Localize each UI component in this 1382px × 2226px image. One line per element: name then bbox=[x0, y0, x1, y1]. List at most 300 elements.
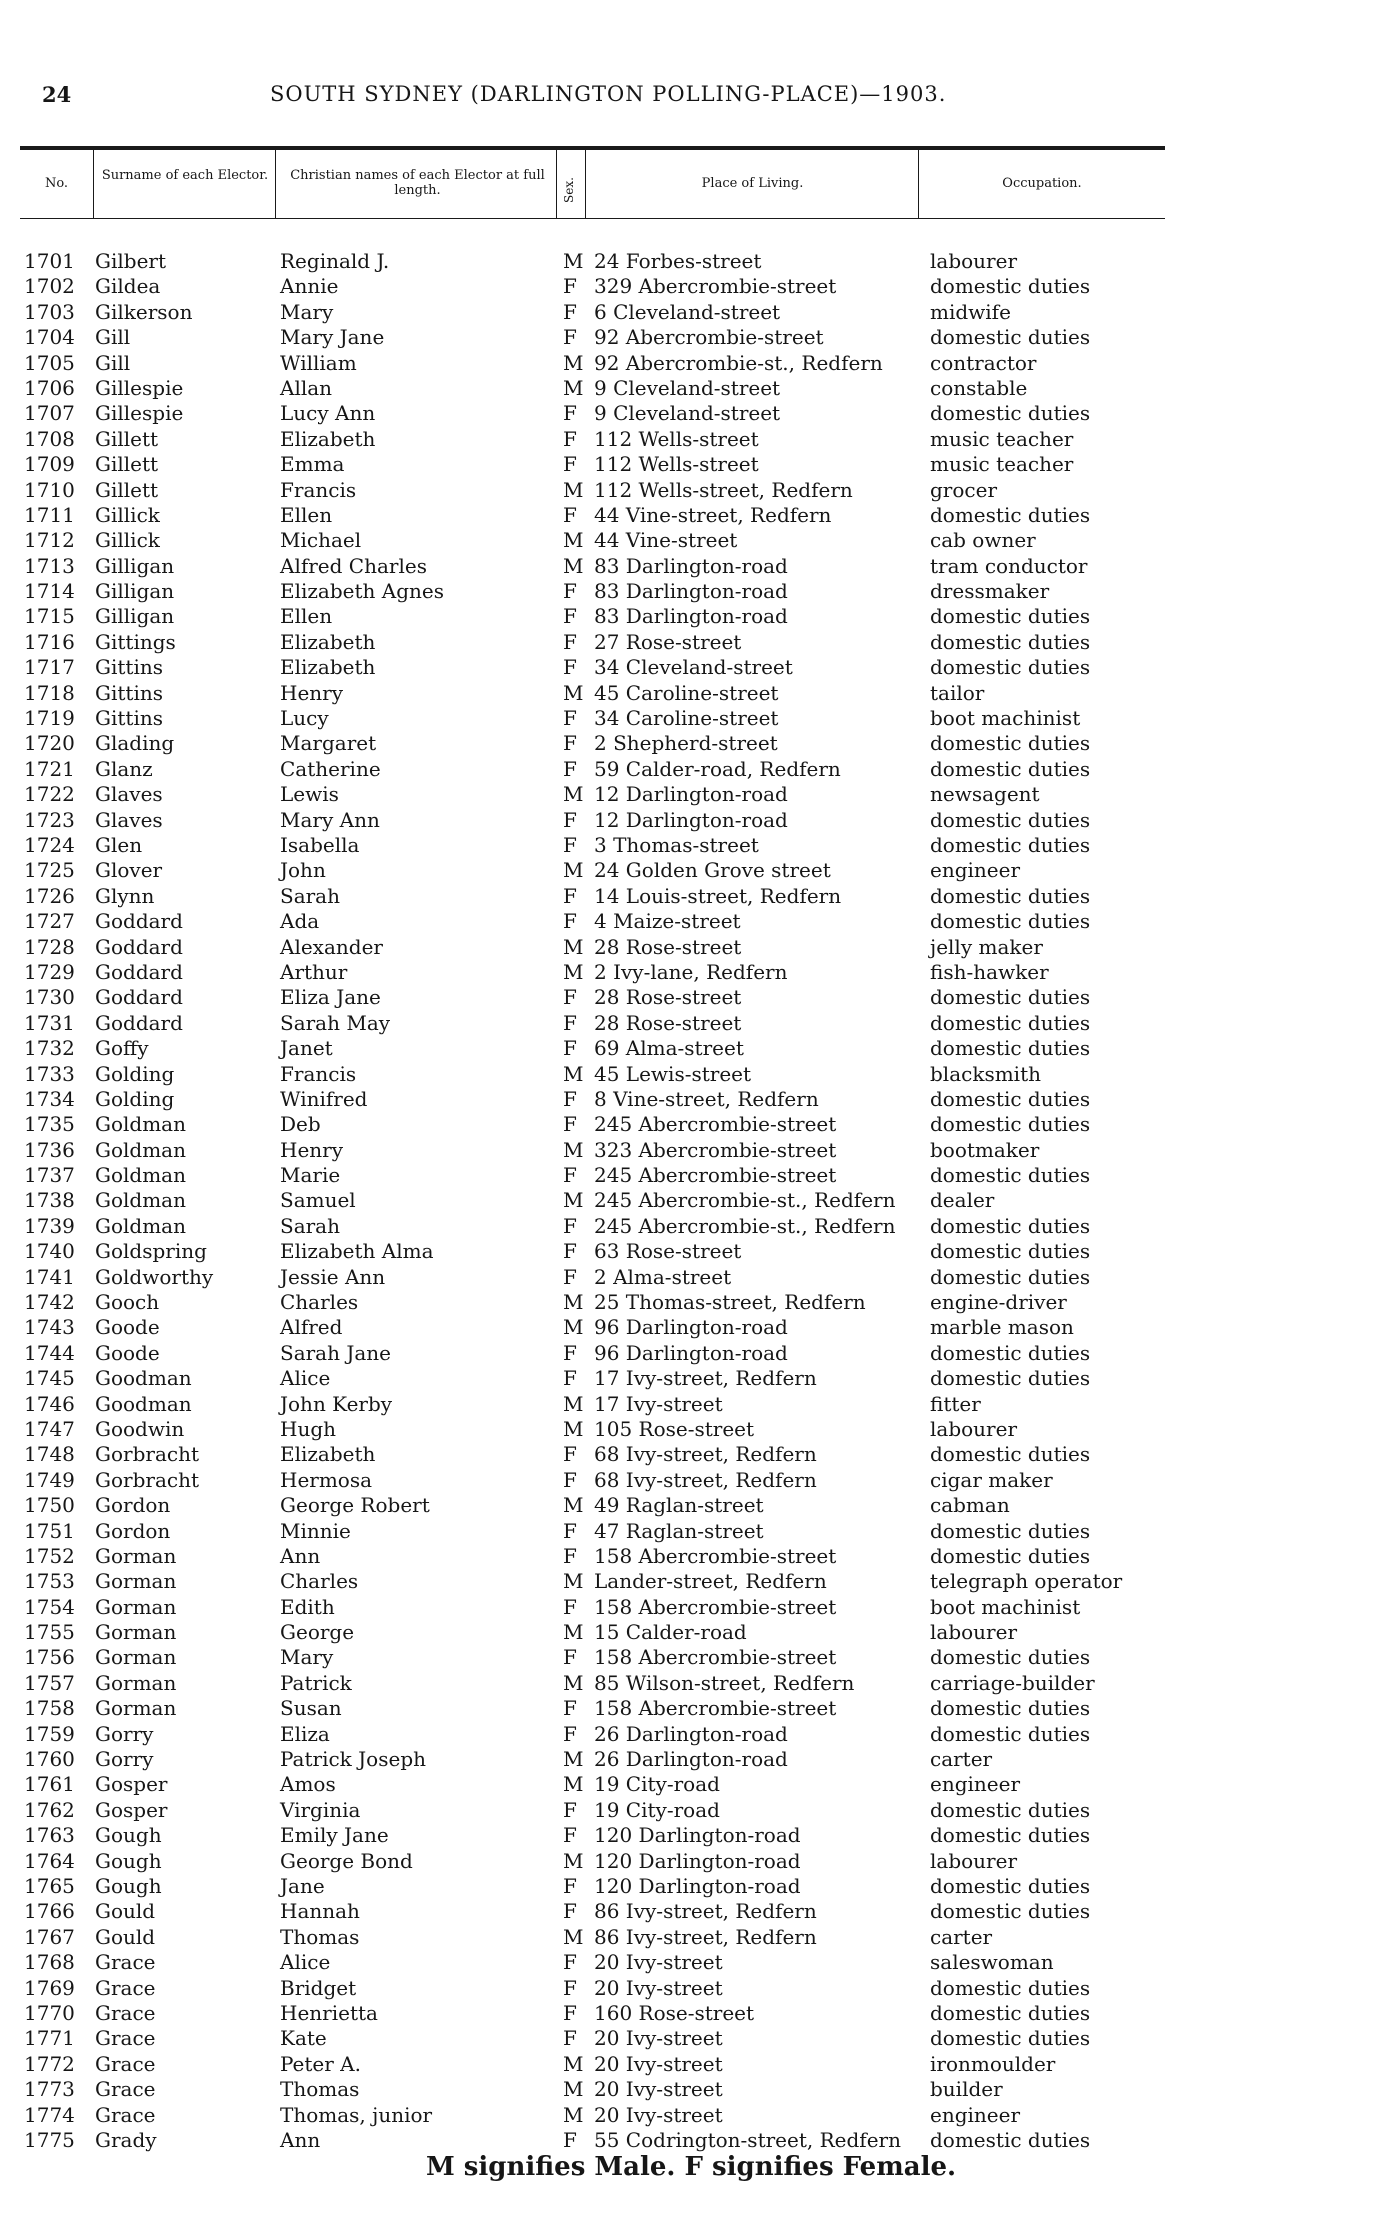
elector-surname: Grace bbox=[95, 1975, 156, 2000]
table-row bbox=[0, 1874, 1382, 1899]
elector-place-of-living: 68 Ivy-street, Redfern bbox=[594, 1442, 817, 1467]
elector-number: 1766 bbox=[24, 1899, 75, 1924]
elector-surname: Goddard bbox=[95, 959, 183, 984]
elector-place-of-living: 120 Darlington-road bbox=[594, 1848, 801, 1873]
elector-place-of-living: 12 Darlington-road bbox=[594, 807, 788, 832]
elector-surname: Goffy bbox=[95, 1036, 149, 1061]
table-row bbox=[0, 1925, 1382, 1950]
elector-occupation: domestic duties bbox=[930, 731, 1091, 756]
elector-sex: F bbox=[563, 1543, 577, 1568]
elector-number: 1733 bbox=[24, 1061, 75, 1086]
elector-place-of-living: 8 Vine-street, Redfern bbox=[594, 1086, 819, 1111]
elector-surname: Gould bbox=[95, 1924, 156, 1949]
elector-sex: F bbox=[563, 706, 577, 731]
elector-number: 1726 bbox=[24, 883, 75, 908]
table-row bbox=[0, 1442, 1382, 1467]
elector-sex: F bbox=[563, 2000, 577, 2025]
elector-occupation: labourer bbox=[930, 1848, 1018, 1873]
table-row bbox=[0, 706, 1382, 731]
column-header-christian-names: Christian names of each Elector at full length. bbox=[290, 168, 545, 198]
elector-place-of-living: 20 Ivy-street bbox=[594, 1975, 723, 2000]
elector-surname: Gordon bbox=[95, 1518, 171, 1543]
elector-surname: Gillespie bbox=[95, 401, 184, 426]
column-divider bbox=[918, 150, 919, 218]
elector-christian-names: Jessie Ann bbox=[280, 1264, 386, 1289]
elector-place-of-living: 96 Darlington-road bbox=[594, 1315, 788, 1340]
elector-occupation: domestic duties bbox=[930, 807, 1091, 832]
elector-christian-names: Elizabeth Agnes bbox=[280, 579, 444, 604]
elector-number: 1760 bbox=[24, 1747, 75, 1772]
elector-sex: F bbox=[563, 909, 577, 934]
elector-sex: M bbox=[563, 553, 584, 578]
elector-christian-names: Isabella bbox=[280, 832, 360, 857]
table-row bbox=[0, 376, 1382, 401]
table-row bbox=[0, 1569, 1382, 1594]
table-row bbox=[0, 960, 1382, 985]
elector-number: 1729 bbox=[24, 959, 75, 984]
elector-sex: M bbox=[563, 1569, 584, 1594]
table-row bbox=[0, 1823, 1382, 1848]
elector-surname: Gosper bbox=[95, 1772, 168, 1797]
table-row bbox=[0, 1976, 1382, 2001]
elector-sex: M bbox=[563, 375, 584, 400]
elector-place-of-living: 27 Rose-street bbox=[594, 629, 742, 654]
elector-place-of-living: 24 Forbes-street bbox=[594, 249, 762, 273]
elector-surname: Gittings bbox=[95, 629, 176, 654]
elector-surname: Glynn bbox=[95, 883, 155, 908]
elector-surname: Glading bbox=[95, 731, 175, 756]
elector-occupation: engineer bbox=[930, 858, 1021, 883]
elector-occupation: ironmoulder bbox=[930, 2051, 1056, 2076]
elector-place-of-living: 15 Calder-road bbox=[594, 1620, 747, 1645]
elector-christian-names: Michael bbox=[280, 528, 362, 553]
table-row bbox=[0, 1798, 1382, 1823]
elector-number: 1712 bbox=[24, 528, 75, 553]
elector-place-of-living: 26 Darlington-road bbox=[594, 1721, 788, 1746]
elector-place-of-living: 9 Cleveland-street bbox=[594, 375, 781, 400]
elector-place-of-living: 92 Abercrombie-street bbox=[594, 325, 824, 350]
elector-sex: M bbox=[563, 858, 584, 883]
elector-place-of-living: 28 Rose-street bbox=[594, 1010, 742, 1035]
table-row bbox=[0, 1011, 1382, 1036]
page-number: 24 bbox=[42, 82, 72, 107]
elector-occupation: music teacher bbox=[930, 426, 1074, 451]
elector-christian-names: Emma bbox=[280, 452, 345, 477]
elector-occupation: domestic duties bbox=[930, 1213, 1091, 1238]
elector-place-of-living: 2 Shepherd-street bbox=[594, 731, 778, 756]
elector-christian-names: John bbox=[280, 858, 326, 883]
column-header-occupation: Occupation. bbox=[1002, 176, 1082, 191]
elector-number: 1764 bbox=[24, 1848, 75, 1873]
elector-sex: F bbox=[563, 1797, 577, 1822]
table-row bbox=[0, 2103, 1382, 2128]
elector-occupation: midwife bbox=[930, 299, 1011, 324]
column-header-surname: Surname of each Elector. bbox=[101, 168, 269, 183]
elector-sex: M bbox=[563, 1137, 584, 1162]
elector-number: 1773 bbox=[24, 2077, 75, 2102]
elector-place-of-living: 3 Thomas-street bbox=[594, 832, 759, 857]
elector-occupation: domestic duties bbox=[930, 502, 1091, 527]
elector-place-of-living: 120 Darlington-road bbox=[594, 1823, 801, 1848]
elector-place-of-living: 63 Rose-street bbox=[594, 1239, 742, 1264]
elector-number: 1709 bbox=[24, 452, 75, 477]
elector-surname: Gittins bbox=[95, 680, 163, 705]
elector-number: 1737 bbox=[24, 1163, 75, 1188]
elector-place-of-living: 120 Darlington-road bbox=[594, 1874, 801, 1898]
elector-sex: M bbox=[563, 350, 584, 375]
elector-christian-names: Ann bbox=[280, 1543, 321, 1568]
elector-occupation: domestic duties bbox=[930, 1645, 1091, 1670]
table-row bbox=[0, 630, 1382, 655]
elector-sex: F bbox=[563, 426, 577, 451]
elector-place-of-living: 92 Abercrombie-st., Redfern bbox=[594, 350, 883, 375]
elector-occupation: telegraph operator bbox=[930, 1569, 1123, 1594]
elector-christian-names: Eliza bbox=[280, 1721, 330, 1746]
elector-surname: Goldspring bbox=[95, 1239, 207, 1264]
elector-place-of-living: 59 Calder-road, Redfern bbox=[594, 756, 841, 781]
elector-surname: Goldman bbox=[95, 1163, 186, 1188]
elector-christian-names: George bbox=[280, 1620, 355, 1645]
elector-sex: F bbox=[563, 604, 577, 629]
elector-number: 1732 bbox=[24, 1036, 75, 1061]
elector-surname: Gorman bbox=[95, 1645, 177, 1670]
table-row bbox=[0, 1747, 1382, 1772]
elector-sex: F bbox=[563, 807, 577, 832]
elector-surname: Gosper bbox=[95, 1797, 168, 1822]
elector-place-of-living: 34 Cleveland-street bbox=[594, 655, 793, 680]
elector-place-of-living: 160 Rose-street bbox=[594, 2000, 755, 2025]
elector-sex: F bbox=[563, 452, 577, 477]
elector-occupation: marble mason bbox=[930, 1315, 1074, 1340]
elector-place-of-living: 68 Ivy-street, Redfern bbox=[594, 1467, 817, 1492]
elector-number: 1747 bbox=[24, 1416, 75, 1441]
elector-occupation: cigar maker bbox=[930, 1467, 1053, 1492]
elector-place-of-living: 25 Thomas-street, Redfern bbox=[594, 1290, 866, 1315]
elector-number: 1774 bbox=[24, 2102, 75, 2127]
elector-sex: M bbox=[563, 1670, 584, 1695]
elector-number: 1756 bbox=[24, 1645, 75, 1670]
elector-occupation: contractor bbox=[930, 350, 1037, 375]
elector-surname: Gill bbox=[95, 325, 131, 350]
table-row bbox=[0, 655, 1382, 680]
elector-sex: F bbox=[563, 401, 577, 426]
elector-occupation: domestic duties bbox=[930, 756, 1091, 781]
elector-surname: Gorbracht bbox=[95, 1467, 199, 1492]
elector-place-of-living: 158 Abercrombie-street bbox=[594, 1543, 837, 1568]
elector-surname: Grace bbox=[95, 2102, 156, 2127]
elector-number: 1753 bbox=[24, 1569, 75, 1594]
table-row bbox=[0, 300, 1382, 325]
elector-place-of-living: 20 Ivy-street bbox=[594, 1950, 723, 1975]
elector-christian-names: Elizabeth bbox=[280, 426, 376, 451]
table-row bbox=[0, 579, 1382, 604]
elector-number: 1759 bbox=[24, 1721, 75, 1746]
elector-number: 1762 bbox=[24, 1797, 75, 1822]
elector-number: 1731 bbox=[24, 1010, 75, 1035]
table-row bbox=[0, 1087, 1382, 1112]
elector-christian-names: Reginald J. bbox=[280, 249, 390, 273]
elector-sex: F bbox=[563, 1163, 577, 1188]
elector-sex: F bbox=[563, 1340, 577, 1365]
elector-occupation: domestic duties bbox=[930, 1975, 1091, 2000]
table-row bbox=[0, 325, 1382, 350]
elector-occupation: music teacher bbox=[930, 452, 1074, 477]
footer-note: M signifies Male. F signifies Female. bbox=[425, 2152, 957, 2182]
elector-sex: F bbox=[563, 1950, 577, 1975]
elector-surname: Gough bbox=[95, 1848, 162, 1873]
elector-surname: Grady bbox=[95, 2127, 157, 2152]
elector-surname: Goddard bbox=[95, 985, 183, 1010]
table-row bbox=[0, 858, 1382, 883]
elector-christian-names: Amos bbox=[280, 1772, 336, 1797]
elector-surname: Goldman bbox=[95, 1213, 186, 1238]
elector-christian-names: John Kerby bbox=[280, 1391, 393, 1416]
elector-sex: F bbox=[563, 1010, 577, 1035]
elector-place-of-living: 2 Alma-street bbox=[594, 1264, 732, 1289]
elector-number: 1740 bbox=[24, 1239, 75, 1264]
elector-christian-names: Alexander bbox=[280, 934, 383, 959]
elector-surname: Gorman bbox=[95, 1543, 177, 1568]
elector-sex: M bbox=[563, 1416, 584, 1441]
elector-surname: Goddard bbox=[95, 909, 183, 934]
elector-sex: F bbox=[563, 1213, 577, 1238]
elector-sex: F bbox=[563, 1366, 577, 1391]
elector-place-of-living: 245 Abercrombie-st., Redfern bbox=[594, 1213, 896, 1238]
elector-occupation: domestic duties bbox=[930, 1899, 1091, 1924]
elector-number: 1714 bbox=[24, 579, 75, 604]
elector-sex: F bbox=[563, 1594, 577, 1619]
elector-sex: M bbox=[563, 1290, 584, 1315]
elector-christian-names: George Robert bbox=[280, 1493, 430, 1518]
elector-sex: M bbox=[563, 1747, 584, 1772]
elector-sex: F bbox=[563, 731, 577, 756]
elector-surname: Gittins bbox=[95, 655, 163, 680]
elector-occupation: domestic duties bbox=[930, 1010, 1091, 1035]
elector-place-of-living: 112 Wells-street, Redfern bbox=[594, 477, 853, 502]
table-row bbox=[0, 503, 1382, 528]
column-divider bbox=[585, 150, 586, 218]
elector-number: 1720 bbox=[24, 731, 75, 756]
elector-number: 1704 bbox=[24, 325, 75, 350]
elector-place-of-living: 112 Wells-street bbox=[594, 426, 759, 451]
elector-surname: Gooch bbox=[95, 1290, 160, 1315]
elector-surname: Golding bbox=[95, 1061, 175, 1086]
elector-place-of-living: 19 City-road bbox=[594, 1797, 720, 1822]
elector-surname: Goode bbox=[95, 1315, 160, 1340]
elector-occupation: domestic duties bbox=[930, 1239, 1091, 1264]
header-rule bbox=[20, 146, 1165, 150]
elector-christian-names: Susan bbox=[280, 1696, 342, 1721]
elector-surname: Gilligan bbox=[95, 553, 175, 578]
elector-christian-names: Lucy Ann bbox=[280, 401, 376, 426]
table-row bbox=[0, 1645, 1382, 1670]
elector-christian-names: Minnie bbox=[280, 1518, 351, 1543]
elector-occupation: constable bbox=[930, 375, 1028, 400]
elector-sex: M bbox=[563, 1493, 584, 1518]
elector-sex: M bbox=[563, 1848, 584, 1873]
table-row bbox=[0, 2026, 1382, 2051]
elector-occupation: domestic duties bbox=[930, 1163, 1091, 1188]
elector-surname: Gorman bbox=[95, 1620, 177, 1645]
elector-place-of-living: 24 Golden Grove street bbox=[594, 858, 831, 883]
elector-place-of-living: 34 Caroline-street bbox=[594, 706, 779, 731]
elector-surname: Gilligan bbox=[95, 579, 175, 604]
elector-number: 1701 bbox=[24, 249, 75, 273]
elector-place-of-living: 17 Ivy-street bbox=[594, 1391, 723, 1416]
elector-number: 1739 bbox=[24, 1213, 75, 1238]
elector-occupation: domestic duties bbox=[930, 604, 1091, 629]
elector-sex: F bbox=[563, 1036, 577, 1061]
elector-sex: F bbox=[563, 2026, 577, 2051]
elector-occupation: cab owner bbox=[930, 528, 1036, 553]
elector-surname: Grace bbox=[95, 2077, 156, 2102]
column-header-sex: Sex. bbox=[562, 177, 576, 203]
elector-occupation: tram conductor bbox=[930, 553, 1088, 578]
elector-number: 1749 bbox=[24, 1467, 75, 1492]
elector-place-of-living: 45 Lewis-street bbox=[594, 1061, 752, 1086]
elector-surname: Grace bbox=[95, 2000, 156, 2025]
elector-place-of-living: 44 Vine-street, Redfern bbox=[594, 502, 832, 527]
elector-sex: M bbox=[563, 680, 584, 705]
elector-sex: M bbox=[563, 959, 584, 984]
elector-place-of-living: 49 Raglan-street bbox=[594, 1493, 764, 1518]
table-row bbox=[0, 478, 1382, 503]
elector-surname: Glen bbox=[95, 832, 143, 857]
table-row bbox=[0, 782, 1382, 807]
table-row bbox=[0, 1366, 1382, 1391]
elector-occupation: blacksmith bbox=[930, 1061, 1041, 1086]
elector-occupation: domestic duties bbox=[930, 985, 1091, 1010]
elector-surname: Glanz bbox=[95, 756, 153, 781]
elector-christian-names: Catherine bbox=[280, 756, 381, 781]
table-row bbox=[0, 1722, 1382, 1747]
elector-place-of-living: 47 Raglan-street bbox=[594, 1518, 764, 1543]
elector-sex: M bbox=[563, 249, 584, 273]
elector-christian-names: Janet bbox=[280, 1036, 333, 1061]
elector-sex: F bbox=[563, 1239, 577, 1264]
table-row bbox=[0, 935, 1382, 960]
elector-sex: F bbox=[563, 883, 577, 908]
table-row bbox=[0, 1595, 1382, 1620]
elector-christian-names: Lewis bbox=[280, 782, 339, 807]
elector-surname: Golding bbox=[95, 1086, 175, 1111]
elector-christian-names: Francis bbox=[280, 1061, 357, 1086]
elector-number: 1734 bbox=[24, 1086, 75, 1111]
elector-number: 1743 bbox=[24, 1315, 75, 1340]
elector-christian-names: Elizabeth bbox=[280, 629, 376, 654]
table-row bbox=[0, 1899, 1382, 1924]
elector-occupation: builder bbox=[930, 2077, 1003, 2102]
elector-occupation: engineer bbox=[930, 1772, 1021, 1797]
elector-christian-names: Hermosa bbox=[280, 1467, 373, 1492]
elector-number: 1721 bbox=[24, 756, 75, 781]
elector-surname: Gorman bbox=[95, 1670, 177, 1695]
elector-number: 1703 bbox=[24, 299, 75, 324]
elector-place-of-living: 55 Codrington-street, Redfern bbox=[594, 2127, 901, 2152]
elector-place-of-living: 83 Darlington-road bbox=[594, 553, 788, 578]
elector-place-of-living: 20 Ivy-street bbox=[594, 2026, 723, 2051]
elector-sex: F bbox=[563, 1696, 577, 1721]
column-header-no: No. bbox=[44, 176, 69, 191]
elector-occupation: domestic duties bbox=[930, 909, 1091, 934]
elector-christian-names: Hannah bbox=[280, 1899, 360, 1924]
elector-number: 1748 bbox=[24, 1442, 75, 1467]
table-row bbox=[0, 2077, 1382, 2102]
elector-number: 1750 bbox=[24, 1493, 75, 1518]
elector-sex: F bbox=[563, 2127, 577, 2152]
table-row bbox=[0, 1772, 1382, 1797]
elector-number: 1723 bbox=[24, 807, 75, 832]
elector-number: 1722 bbox=[24, 782, 75, 807]
elector-occupation: grocer bbox=[930, 477, 998, 502]
table-row bbox=[0, 1188, 1382, 1213]
elector-christian-names: Henry bbox=[280, 680, 344, 705]
elector-sex: M bbox=[563, 934, 584, 959]
elector-number: 1735 bbox=[24, 1112, 75, 1137]
table-row bbox=[0, 554, 1382, 579]
table-row bbox=[0, 2001, 1382, 2026]
elector-number: 1736 bbox=[24, 1137, 75, 1162]
elector-sex: M bbox=[563, 1391, 584, 1416]
elector-place-of-living: 45 Caroline-street bbox=[594, 680, 779, 705]
elector-sex: F bbox=[563, 1899, 577, 1924]
elector-christian-names: Winifred bbox=[280, 1086, 368, 1111]
table-row bbox=[0, 274, 1382, 299]
elector-surname: Goddard bbox=[95, 1010, 183, 1035]
elector-sex: M bbox=[563, 1315, 584, 1340]
header-bottom-rule bbox=[20, 218, 1165, 219]
elector-place-of-living: 329 Abercrombie-street bbox=[594, 274, 837, 299]
elector-place-of-living: 86 Ivy-street, Redfern bbox=[594, 1899, 817, 1924]
table-row bbox=[0, 1062, 1382, 1087]
table-row bbox=[0, 1341, 1382, 1366]
elector-occupation: fish-hawker bbox=[930, 959, 1049, 984]
elector-place-of-living: 323 Abercrombie-street bbox=[594, 1137, 837, 1162]
elector-place-of-living: 19 City-road bbox=[594, 1772, 720, 1797]
elector-sex: F bbox=[563, 1518, 577, 1543]
elector-sex: M bbox=[563, 2051, 584, 2076]
elector-list bbox=[0, 249, 1382, 2153]
elector-surname: Glover bbox=[95, 858, 163, 883]
elector-occupation: cabman bbox=[930, 1493, 1010, 1518]
table-row bbox=[0, 1950, 1382, 1975]
table-row bbox=[0, 985, 1382, 1010]
elector-sex: M bbox=[563, 1772, 584, 1797]
table-row bbox=[0, 681, 1382, 706]
table-row bbox=[0, 1163, 1382, 1188]
elector-occupation: domestic duties bbox=[930, 2000, 1091, 2025]
elector-surname: Gough bbox=[95, 1874, 162, 1898]
elector-christian-names: Sarah Jane bbox=[280, 1340, 392, 1365]
elector-place-of-living: 4 Maize-street bbox=[594, 909, 741, 934]
elector-surname: Goldman bbox=[95, 1112, 186, 1137]
elector-occupation: domestic duties bbox=[930, 1696, 1091, 1721]
elector-surname: Gorman bbox=[95, 1594, 177, 1619]
elector-place-of-living: 12 Darlington-road bbox=[594, 782, 788, 807]
elector-place-of-living: 158 Abercrombie-street bbox=[594, 1696, 837, 1721]
elector-sex: M bbox=[563, 2102, 584, 2127]
elector-christian-names: Allan bbox=[280, 375, 333, 400]
elector-sex: F bbox=[563, 1823, 577, 1848]
elector-christian-names: Henry bbox=[280, 1137, 344, 1162]
elector-number: 1754 bbox=[24, 1594, 75, 1619]
elector-sex: M bbox=[563, 528, 584, 553]
elector-surname: Goldworthy bbox=[95, 1264, 214, 1289]
elector-occupation: bootmaker bbox=[930, 1137, 1040, 1162]
elector-occupation: tailor bbox=[930, 680, 985, 705]
elector-christian-names: Henrietta bbox=[280, 2000, 378, 2025]
elector-place-of-living: 112 Wells-street bbox=[594, 452, 759, 477]
